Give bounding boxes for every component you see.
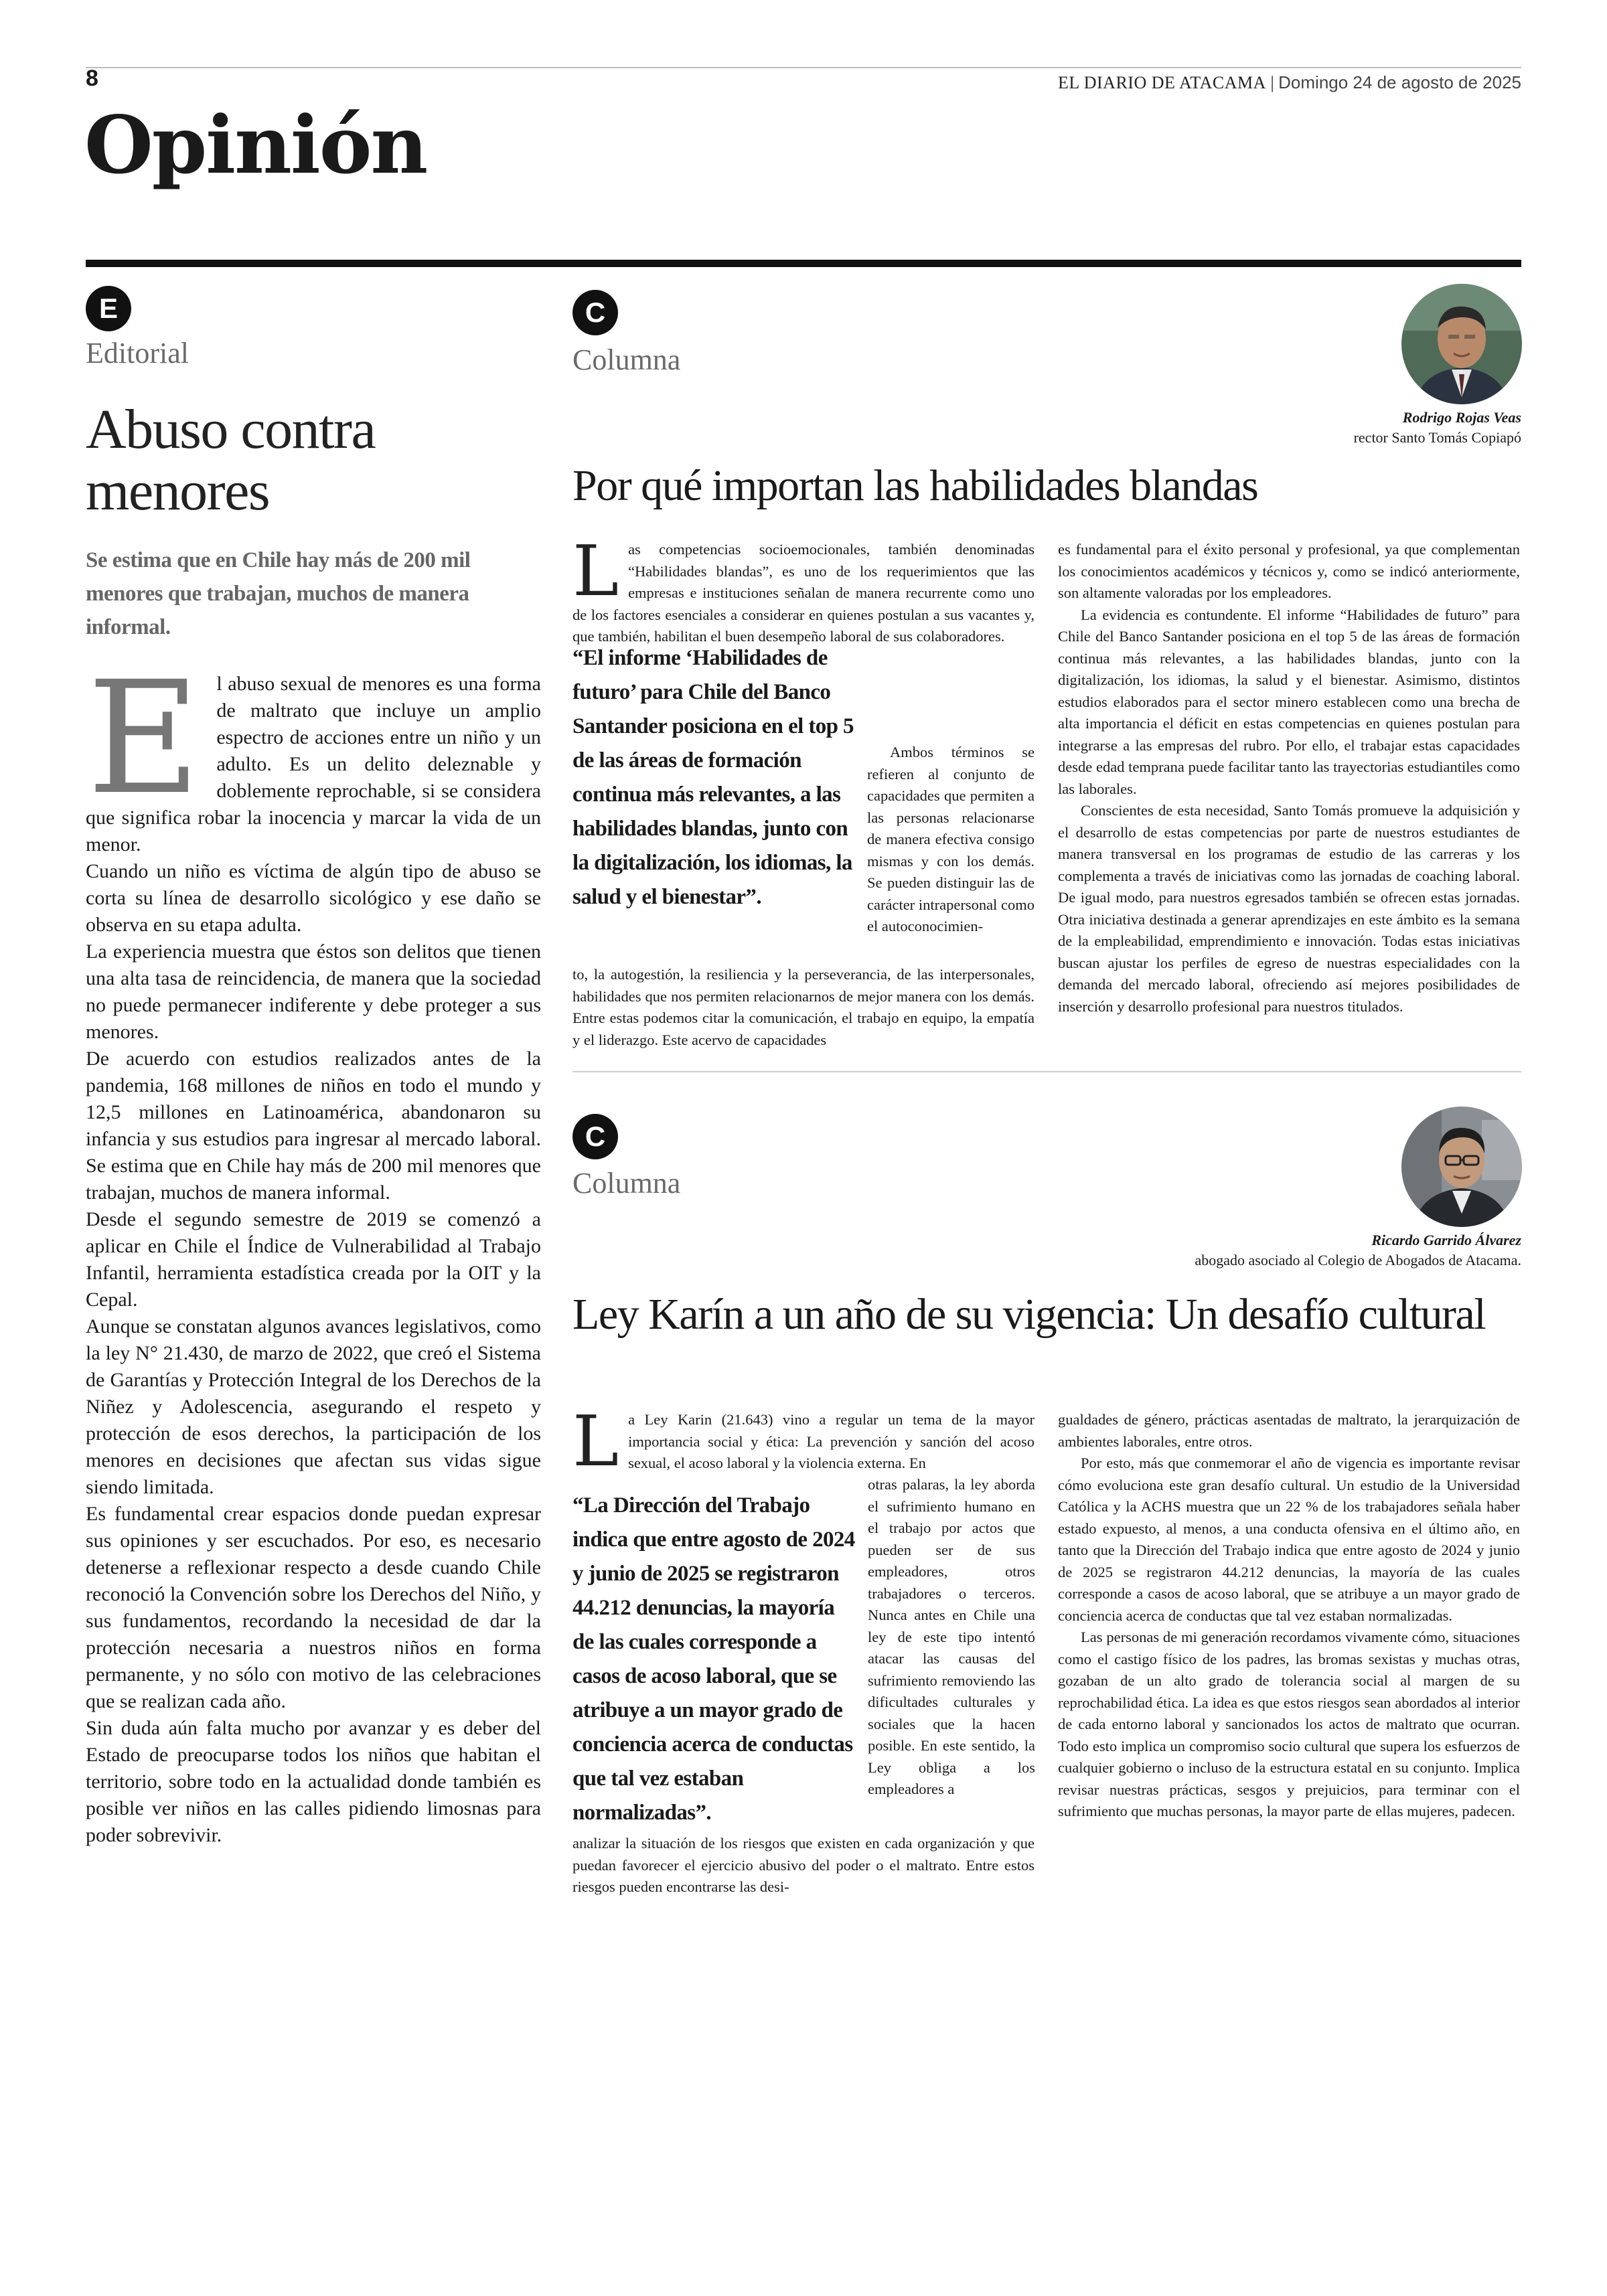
column2-intro — [572, 1400, 1035, 1482]
column1-pull-quote: “El informe ‘Habilidades de futuro’ para Chile del Banco Santander posiciona en el top 5 de las áreas de formación continua más relevantes, a las habilidades blandas, junto con la digitalización, los idiomas, la salud y el bienestar”. — [572, 646, 854, 909]
editorial-badge: E — [86, 286, 131, 331]
column1-right-column — [1058, 539, 1520, 1017]
column2-kicker: Columna — [572, 1167, 681, 1200]
column1-badge: C — [572, 290, 618, 335]
column2-badge: C — [572, 1114, 618, 1159]
column1-right-paragraph: Conscientes de esta necesidad, Santo Tomás promueve la adquisición y el desarrollo de estas competencias por parte de nuestros estudiantes de manera transversal en los programas de estudio de las carreras y los complementa a través de iniciativas como las jornadas de coaching laboral. De igual modo, para nuestros egresados también se ofrecen estas jornadas. Otra iniciativa destinada a generar aprendizajes en este ámbito es la semana de la empleabilidad, emprendimiento e innovación. Todas estas iniciativas buscan ajustar los perfiles de egreso de nuestras especialidades con la demanda del mercado laboral, ofreciendo así mejores posibilidades de inserción y desarrollo profesional para nuestros titulados. — [1058, 802, 1520, 1015]
issue-date: Domingo 24 de agosto de 2025 — [1278, 72, 1521, 92]
column2-bottom-paragraph: analizar la situación de los riesgos que existen en cada organización y que puedan favorecer el ejercicio abusivo del poder o el maltrato. Entre estos riesgos pueden encontrarse las desi- — [572, 1835, 1035, 1895]
column1-intro-text: as competencias socioemocionales, también denominadas “Habilidades blandas”, es uno de los requerimientos que las empresas e instituciones señalan de manera recurrente como uno de los factores esenciales a considerar en quienes postulan a sus vacantes y, que también, habilitan el buen desempeño laboral de sus colaboradores. — [572, 541, 1035, 645]
section-title: Opinión — [84, 98, 427, 191]
column2-right-paragraph: Las personas de mi generación recordamos vivamente cómo, situaciones como el castigo físico de los padres, las bromas sexistas y muchas otras, gozaban de un alto grado de tolerancia social al margen de su reprochabilidad ética. La idea es que estos riesgos sean abordados al interior de cada entorno laboral y sancionados los actos de maltrato que ocurran. Todo esto implica un compromiso socio cultural que supera los esfuerzos de cualquier gobierno o incluso de la estructura estatal en su conjunto. Implica revisar nuestras prácticas, sesgos y prejuicios, para terminar con el sufrimiento que muchas personas, la mayor parte de ellas mujeres, padecen. — [1058, 1629, 1520, 1819]
editorial-paragraph: Desde el segundo semestre de 2019 se comenzó a aplicar en Chile el Índice de Vulnerabilidad al Trabajo Infantil, herramienta estadística creada por la OIT y la Cepal. — [86, 1208, 541, 1311]
column1-author-role: rector Santo Tomás Copiapó — [1353, 429, 1521, 446]
editorial-paragraph: De acuerdo con estudios realizados antes de la pandemia, 168 millones de niños en todo el mundo y 12,5 millones en Latinoamérica, abandonaron su infancia y sus estudios para ingresar al mercado laboral. Se estima que en Chile hay más de 200 mil menores que trabajan, muchos de manera informal. — [86, 1048, 541, 1204]
editorial-paragraph: Cuando un niño es víctima de algún tipo de abuso se corta su línea de desarrollo sicológico y ese daño se observa en su etapa adulta. — [86, 860, 541, 936]
column1-dropcap: L — [572, 530, 619, 612]
column2-intro-paragraph — [572, 1400, 1035, 1482]
column2-narrow-text: otras palaras, la ley aborda el sufrimiento humano en el trabajo por actos que pueden ser de sus empleadores, otros trabajadores o terceros. Nunca antes en Chile una ley de este tipo intentó atacar las causas del sufrimiento removiendo las dificultades culturales y sociales que la hacen posible. En este sentido, la Ley obliga a los empleadores a — [868, 1476, 1035, 1797]
dateline-separator: | — [1270, 73, 1274, 92]
column2-title: Ley Karín a un año de su vigencia: Un desafío cultural — [572, 1290, 1486, 1339]
editorial-paragraph-text: l abuso sexual de menores es una forma de maltrato que incluye un amplio espectro de acciones entre un niño y un adulto. Es un delito deleznable y doblemente reprochable, si se considera que significa robar la inocencia y marcar la vida de un menor. — [86, 673, 541, 855]
column2-intro-text: a Ley Karin (21.643) vino a regular un tema de la mayor importancia social y ética: La prevención y sanción del acoso sexual, el acoso laboral y la violencia externa. En — [628, 1411, 1035, 1471]
column2-pull-quote: “La Dirección del Trabajo indica que entre agosto de 2024 y junio de 2025 se registraron 44.212 denuncias, la mayoría de las cuales corresponde a casos de acoso laboral, que se atribuye a un mayor grado de conciencia acerca de conductas que tal vez estaban normalizadas”. — [572, 1493, 855, 1825]
column2-right-column — [1058, 1409, 1520, 1823]
section-divider — [86, 260, 1521, 267]
column1-author-name: Rodrigo Rojas Veas — [1402, 409, 1521, 426]
column1-title: Por qué importan las habilidades blandas — [572, 461, 1258, 510]
column1-narrow-text: Ambos términos se refieren al conjunto de capacidades que permiten a las personas relacionarse de manera efectiva consigo mismas y con los demás. Se pueden distinguir las de carácter intrapersonal como el autoconocimien- — [867, 744, 1035, 934]
column1-intro — [572, 530, 1035, 648]
editorial-paragraph: La experiencia muestra que éstos son delitos que tienen una alta tasa de reincidencia, de manera que la sociedad no puede permanecer indiferente y debe proteger a sus menores. — [86, 940, 541, 1043]
editorial-paragraph: Sin duda aún falta mucho por avanzar y es deber del Estado de preocuparse todos los niños que habitan el territorio, sobre todo en la actualidad dondе también es posible ver niños en las calles pidiendo limosnas para poder sobrevivir. — [86, 1717, 541, 1846]
column1-right-paragraph: La evidencia es contundente. El informe “Habilidades de futuro” para Chile del Banco Santander posiciona en el top 5 de las áreas de formación continua más relevantes, a las habilidades blandas, junto con la digitalización, los idiomas, la salud y el bienestar. Asimismo, distintos estudios elaborados para el sector minero establecen como una brecha de alta importancia el déficit en estas competencias en quienes postulan para integrarse a las empresas del rubro. Por ello, el trabajar estas capacidades desde edad temprana puede facilitar tanto las trayectorias estudiantiles como las laborales. — [1058, 606, 1520, 797]
column2-author-photo — [1401, 1106, 1522, 1227]
column1-intro-paragraph — [572, 530, 1035, 648]
column1-bottom-paragraph: to, la autogestión, la resiliencia y la perseverancia, de las interpersonales, habilidades que nos permiten relacionarnos de mejor manera con los demás. Entre estas podemos citar la comunicación, el trabajo en equipo, la empatía y el liderazgo. Este acervo de capacidades — [572, 966, 1035, 1048]
editorial-kicker: Editorial — [86, 337, 189, 370]
page-number: 8 — [86, 66, 98, 91]
editorial-paragraph: Aunque se constatan algunos avances legislativos, como la ley N° 21.430, de marzo de 2022, que creó el Sistema de Garantías y Protección Integral de los Derechos de la Niñez y Adolescencia, asegurando el respeto y protección de esos derechos, la participación de los menores en decisiones que afectan sus vidas sigue siendo limitada. — [86, 1315, 541, 1498]
column2-author-name: Ricardo Garrido Álvarez — [1371, 1232, 1521, 1248]
column1-bottom-text — [572, 964, 1035, 1051]
editorial-title: Abuso contra menores — [86, 398, 376, 522]
column2-bottom-text — [572, 1833, 1035, 1898]
column1-narrow-column — [867, 742, 1035, 938]
column2-dropcap: L — [572, 1400, 619, 1482]
editorial-paragraph: Es fundamental crear espacios donde puedan expresar sus opiniones y ser escuchados. Por eso, es necesario detenerse a reflexionar respecto a desde cuando Chile reconoció la Convención sobre los Derechos del Niño, y sus fundamentos, recordando la necesidad de dar la protección necesaria a nuestros niños en forma permanente, y no sólo con motivo de las celebraciones que se realizan cada año. — [86, 1503, 541, 1712]
column2-narrow-column — [868, 1474, 1035, 1801]
column1-kicker: Columna — [572, 343, 681, 376]
column2-right-paragraph: gualdades de género, prácticas asentadas de maltrato, la jerarquización de ambientes laborales, entre otros. — [1058, 1411, 1520, 1450]
editorial-body — [86, 648, 541, 1849]
paper-name: EL DIARIO DE ATACAMA — [1057, 73, 1266, 92]
paper-dateline — [1058, 72, 1521, 93]
editorial-deck: Se estima que en Chile hay más de 200 mil menores que trabajan, muchos de manera informal. — [86, 548, 471, 639]
editorial-dropcap: E — [87, 648, 201, 829]
column1-author-photo — [1401, 284, 1522, 404]
column1-right-paragraph: es fundamental para el éxito personal y profesional, ya que complementan los conocimientos académicos y técnicos y, como se indicó anteriormente, son altamente valoradas por los empleadores. — [1058, 541, 1520, 601]
column-divider — [572, 1071, 1521, 1072]
column2-right-paragraph: Por esto, más que conmemorar el año de vigencia es importante revisar cómo evoluciona este gran desafío cultural. Un estudio de la Universidad Católica y la ACHS muestra que un 22 % de los trabajadores señala haber estado expuesto, al menos, a una conducta ofensiva en el último año, en tanto que la Dirección del Trabajo indica que entre agosto de 2024 y junio de 2025 se registraron 44.212 denuncias, la mayoría de las cuales corresponde a casos de acoso laboral, que se atribuye a un mayor grado de conciencia acerca de conductas que tal vez estaban normalizadas. — [1058, 1455, 1520, 1624]
editorial-paragraph — [86, 648, 541, 858]
top-rule — [86, 67, 1521, 68]
column2-author-role: abogado asociado al Colegio de Abogados de Atacama. — [1195, 1252, 1521, 1268]
